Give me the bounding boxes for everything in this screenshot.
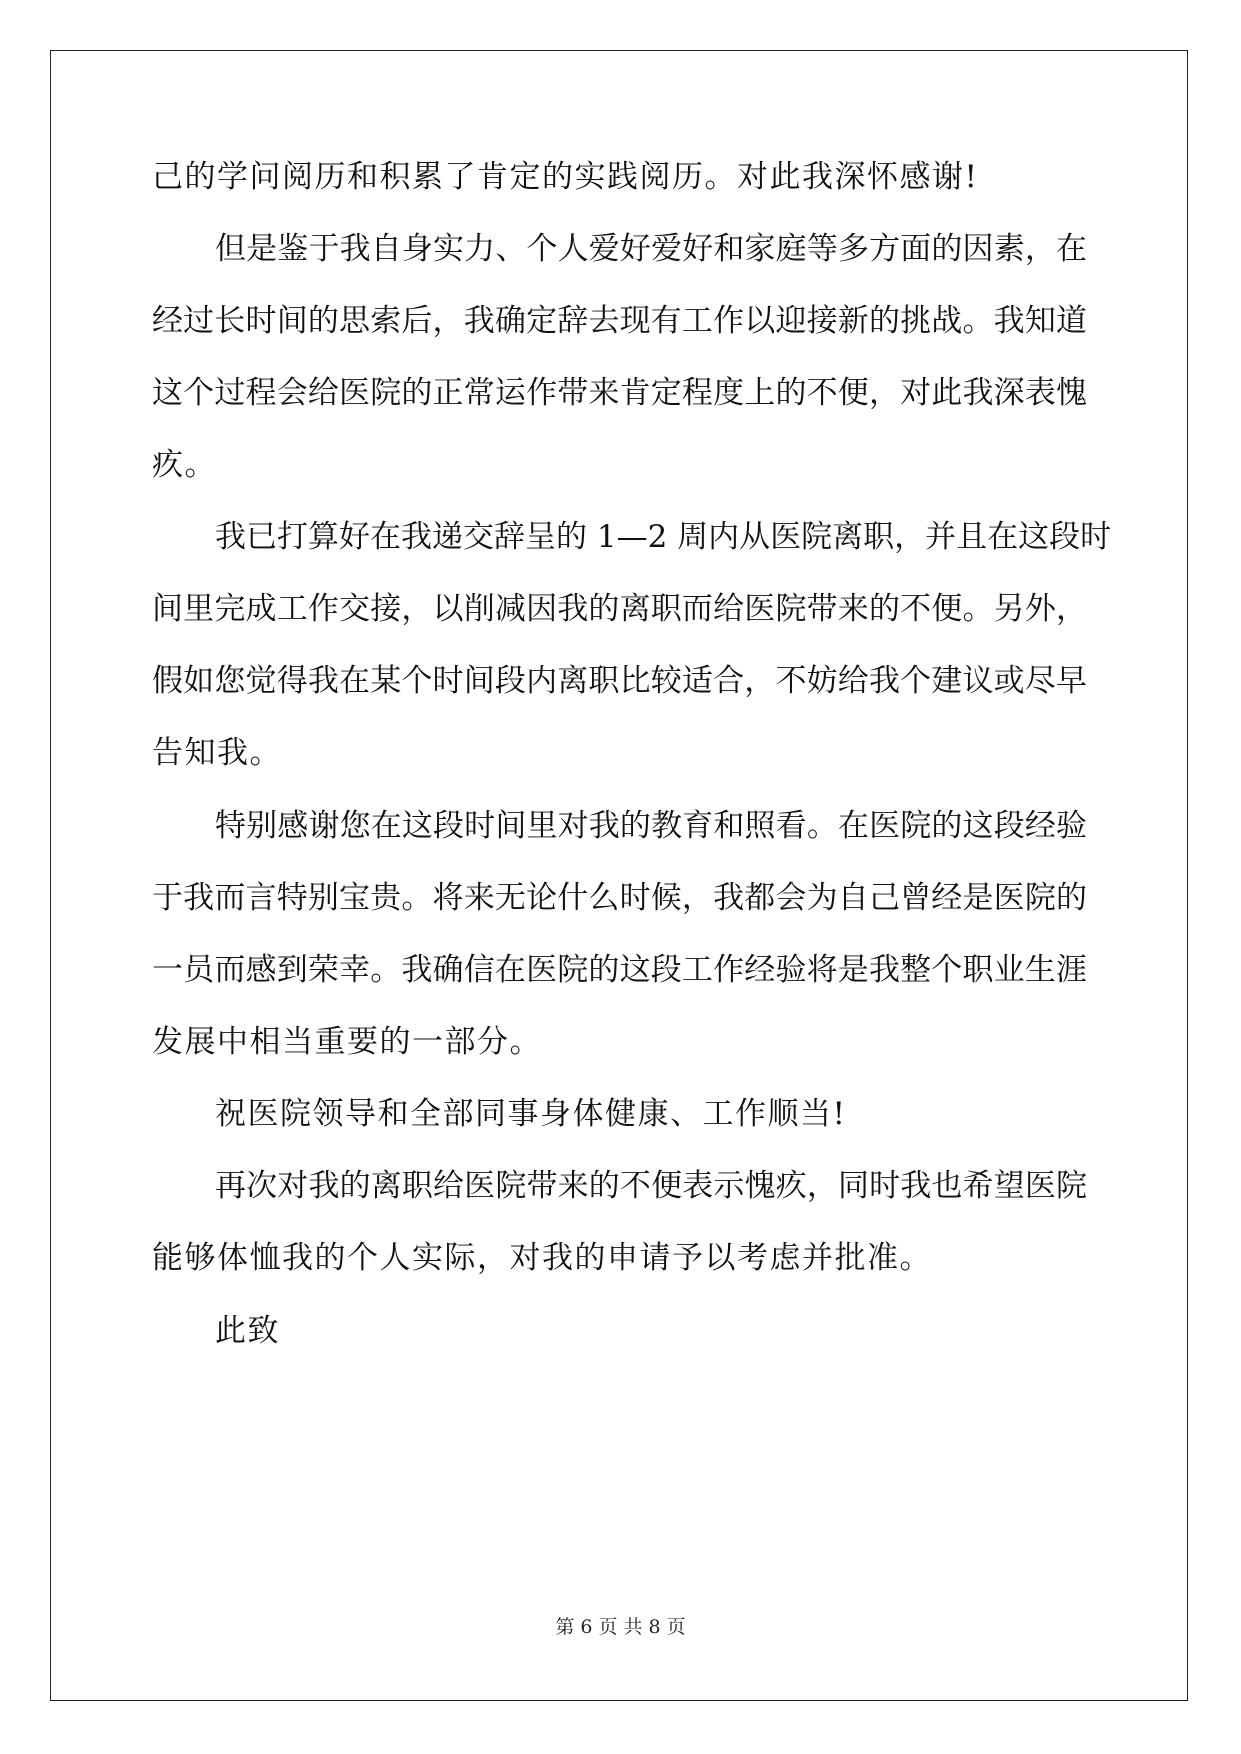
paragraph-4-line-1: 特别感谢您在这段时间里对我的教育和照看。在医院的这段经验: [215, 808, 1087, 844]
paragraph-2-line-2: 经过长时间的思索后，我确定辞去现有工作以迎接新的挑战。我知道: [152, 303, 1087, 339]
paragraph-5-line-1: 祝医院领导和全部同事身体健康、工作顺当!: [215, 1096, 847, 1132]
closing-salutation: 此致: [215, 1313, 280, 1349]
page-border: [50, 50, 1188, 1701]
paragraph-4-line-4: 发展中相当重要的一部分。: [152, 1024, 542, 1060]
paragraph-3-line-2: 间里完成工作交接，以削减因我的离职而给医院带来的不便。另外，: [152, 591, 1087, 627]
paragraph-3-line-1: 我已打算好在我递交辞呈的 1—2 周内从医院离职，并且在这段时: [215, 519, 1112, 555]
paragraph-2-line-3: 这个过程会给医院的正常运作带来肯定程度上的不便，对此我深表愧: [152, 375, 1087, 411]
paragraph-4-line-3: 一员而感到荣幸。我确信在医院的这段工作经验将是我整个职业生涯: [152, 952, 1087, 988]
paragraph-4-line-2: 于我而言特别宝贵。将来无论什么时候，我都会为自己曾经是医院的: [152, 880, 1087, 916]
paragraph-6-line-2: 能够体恤我的个人实际，对我的申请予以考虑并批准。: [152, 1240, 932, 1276]
paragraph-2-line-1: 但是鉴于我自身实力、个人爱好爱好和家庭等多方面的因素，在: [215, 231, 1087, 267]
paragraph-6-line-1: 再次对我的离职给医院带来的不便表示愧疚，同时我也希望医院: [215, 1168, 1087, 1204]
page-number-footer: 第 6 页 共 8 页: [555, 1616, 686, 1638]
paragraph-3-line-4: 告知我。: [152, 735, 282, 771]
paragraph-2-line-4: 疚。: [152, 447, 217, 483]
paragraph-3-line-3: 假如您觉得我在某个时间段内离职比较适合，不妨给我个建议或尽早: [152, 663, 1087, 699]
body-line-1: 己的学问阅历和积累了肯定的实践阅历。对此我深怀感谢!: [152, 159, 979, 195]
